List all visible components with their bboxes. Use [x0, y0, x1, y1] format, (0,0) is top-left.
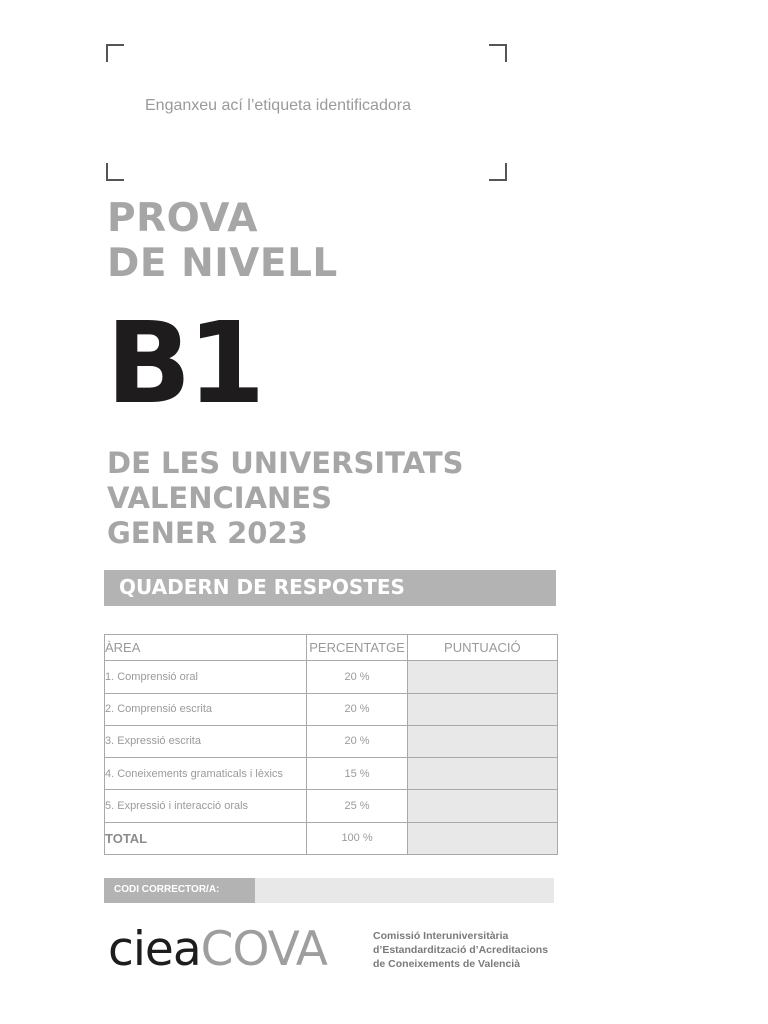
total-label: TOTAL — [105, 822, 307, 854]
commission-line-2: d’Estandardització d’Acreditacions — [373, 944, 549, 956]
score-table-header — [105, 635, 558, 661]
header-score: PUNTUACIÓ — [407, 635, 557, 661]
exam-subtitle-line-1: DE LES UNIVERSITATS — [107, 446, 464, 480]
crop-mark-top-right — [489, 44, 507, 62]
score-cell[interactable] — [407, 790, 557, 822]
corrector-code-field[interactable] — [104, 878, 554, 903]
table-row-total — [105, 822, 558, 854]
score-cell[interactable] — [407, 661, 557, 693]
exam-title — [107, 196, 338, 286]
table-row — [105, 661, 558, 693]
table-row — [105, 790, 558, 822]
crop-mark-bottom-left — [106, 163, 124, 181]
exam-title-line-2: DE NIVELL — [107, 241, 338, 286]
exam-subtitle-line-2: VALENCIANES — [107, 481, 332, 515]
area-cell: 2. Comprensió escrita — [105, 693, 307, 725]
area-cell: 4. Coneixements gramaticals i lèxics — [105, 758, 307, 790]
exam-title-line-1: PROVA — [107, 196, 258, 241]
area-cell: 1. Comprensió oral — [105, 661, 307, 693]
crop-mark-top-left — [106, 44, 124, 62]
score-cell[interactable] — [407, 725, 557, 757]
answer-booklet-banner — [104, 570, 556, 606]
header-area: ÀREA — [105, 635, 307, 661]
exam-subtitle — [107, 446, 464, 551]
percentage-cell: 20 % — [307, 693, 407, 725]
total-percentage: 100 % — [307, 822, 407, 854]
commission-line-1: Comissió Interuniversitària — [373, 930, 509, 942]
table-row — [105, 758, 558, 790]
exam-level: B1 — [106, 299, 262, 429]
corrector-code-label-box — [104, 878, 255, 903]
crop-mark-bottom-right — [489, 163, 507, 181]
score-table — [104, 634, 558, 855]
commission-name — [373, 929, 548, 971]
banner-text: QUADERN DE RESPOSTES — [119, 575, 405, 599]
percentage-cell: 20 % — [307, 725, 407, 757]
table-row — [105, 693, 558, 725]
corrector-code-label: CODI CORRECTOR/A: — [114, 884, 220, 895]
ciea-cova-logo — [108, 922, 327, 978]
label-area-hint: Enganxeu ací l’etiqueta identificadora — [145, 97, 411, 114]
percentage-cell: 20 % — [307, 661, 407, 693]
area-cell: 5. Expressió i interacció orals — [105, 790, 307, 822]
header-percentage: PERCENTATGE — [307, 635, 407, 661]
percentage-cell: 15 % — [307, 758, 407, 790]
score-cell[interactable] — [407, 693, 557, 725]
percentage-cell: 25 % — [307, 790, 407, 822]
logo-ciea: ciea — [108, 922, 201, 977]
table-row — [105, 725, 558, 757]
commission-line-3: de Coneixements de Valencià — [373, 958, 521, 970]
logo-cova: COVA — [200, 922, 327, 977]
score-cell[interactable] — [407, 758, 557, 790]
area-cell: 3. Expressió escrita — [105, 725, 307, 757]
exam-subtitle-line-3: GENER 2023 — [107, 516, 308, 550]
total-score-cell[interactable] — [407, 822, 557, 854]
